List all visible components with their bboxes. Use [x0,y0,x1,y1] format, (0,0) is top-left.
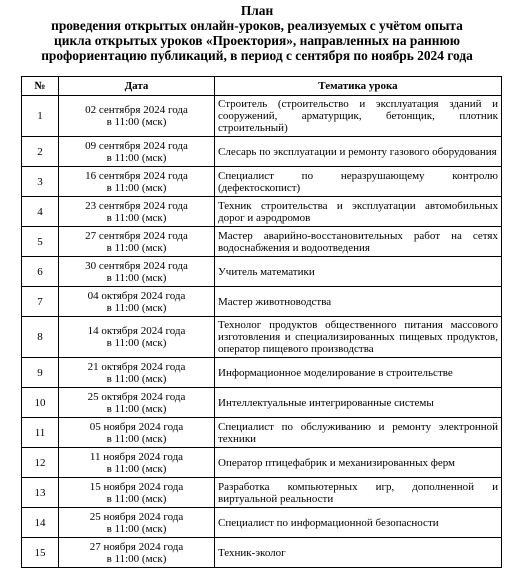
row-date-day: 02 сентября 2024 года [85,104,188,116]
lessons-plan-table [21,76,502,568]
row-date-day: 25 ноября 2024 года [89,510,184,523]
row-number: 14 [22,508,59,538]
table-row [22,478,502,508]
row-topic: Мастер животноводства [215,287,502,317]
row-date-time: в 11:00 (мск) [106,151,167,164]
row-topic: Технолог продуктов общественного питания массового изготовления и специализированных пищевых продуктов, оператор пищевого производства [215,317,502,358]
row-date-time: в 11:00 (мск) [106,552,167,565]
row-topic: Разработка компьютерных игр, дополненной и виртуальной реальности [215,478,502,508]
row-number: 5 [22,227,59,257]
table-row [22,317,502,358]
row-number: 6 [22,257,59,287]
row-topic: Оператор птицефабрик и механизированных ферм [215,448,502,478]
row-number: 9 [22,358,59,388]
table-row [22,197,502,227]
row-date-time: в 11:00 (мск) [106,372,167,385]
row-date [59,388,215,418]
table-row [22,96,502,137]
row-date [59,227,215,257]
table-row [22,448,502,478]
row-number: 8 [22,317,59,358]
row-date [59,538,215,568]
row-topic: Информационное моделирование в строительстве [215,358,502,388]
row-date-day: 04 октября 2024 года [87,289,186,302]
row-date-time: в 11:00 (мск) [106,432,167,445]
row-date [59,287,215,317]
row-number: 15 [22,538,59,568]
row-number: 1 [22,96,59,137]
row-topic: Строитель (строительство и эксплуатация зданий и сооружений, арматурщик, бетонщик, плотник строительный) [215,96,502,137]
header-topic: Тематика урока [215,77,502,96]
row-topic: Специалист по информационной безопасности [215,508,502,538]
table-header-row [22,77,502,96]
header-number: № [22,77,59,96]
row-date [59,448,215,478]
table-row [22,287,502,317]
title-line: цикла открытых уроков «Проектория», направленных на раннюю [54,33,460,48]
row-date-day: 27 сентября 2024 года [85,229,188,242]
row-date-time: в 11:00 (мск) [106,462,167,475]
row-topic: Техник-эколог [215,538,502,568]
table-row [22,167,502,197]
row-date [59,137,215,167]
row-date [59,96,215,137]
row-topic: Учитель математики [215,257,502,287]
title-line: проведения открытых онлайн-уроков, реализуемых с учётом опыта [51,18,463,33]
row-date [59,197,215,227]
row-date-day: 11 ноября 2024 года [89,450,184,463]
row-topic: Специалист по неразрушающему контролю (дефектоскопист) [215,167,502,197]
row-date-day: 30 сентября 2024 года [85,259,188,272]
row-date-day: 14 октября 2024 года [87,325,186,337]
row-date [59,358,215,388]
row-number: 11 [22,418,59,448]
row-date [59,317,215,358]
row-number: 3 [22,167,59,197]
row-date-day: 21 октября 2024 года [87,360,186,373]
row-topic: Техник строительства и эксплуатации автомобильных дорог и аэродромов [215,197,502,227]
title-line: План [240,3,274,18]
row-date-day: 15 ноября 2024 года [89,480,184,493]
row-date-time: в 11:00 (мск) [106,116,167,128]
row-date [59,418,215,448]
row-number: 4 [22,197,59,227]
row-topic: Слесарь по эксплуатации и ремонту газового оборудования [215,137,502,167]
row-date [59,257,215,287]
row-date-day: 05 ноября 2024 года [89,420,184,433]
row-date [59,508,215,538]
row-date-day: 23 сентября 2024 года [85,199,188,212]
table-row [22,538,502,568]
table-row [22,418,502,448]
row-topic: Интеллектуальные интегрированные системы [215,388,502,418]
row-number: 2 [22,137,59,167]
row-topic: Мастер аварийно-восстановительных работ на сетях водоснабжения и водоотведения [215,227,502,257]
row-date-time: в 11:00 (мск) [106,211,167,224]
row-date-day: 25 октября 2024 года [87,390,186,403]
row-date-time: в 11:00 (мск) [106,402,167,415]
row-number: 13 [22,478,59,508]
row-date-time: в 11:00 (мск) [106,522,167,535]
row-date [59,167,215,197]
row-date-time: в 11:00 (мск) [106,271,167,284]
row-date-time: в 11:00 (мск) [106,492,167,505]
table-row [22,388,502,418]
row-date-day: 16 сентября 2024 года [85,169,188,182]
row-date-time: в 11:00 (мск) [106,337,167,349]
table-row [22,358,502,388]
row-date-day: 27 ноября 2024 года [89,540,184,553]
row-number: 7 [22,287,59,317]
table-row [22,227,502,257]
row-topic: Специалист по обслуживанию и ремонту электронной техники [215,418,502,448]
table-row [22,508,502,538]
table-row [22,257,502,287]
document-title [0,3,514,63]
table-row [22,137,502,167]
row-date-time: в 11:00 (мск) [106,301,167,314]
row-date [59,478,215,508]
title-line: профориентацию публикаций, в период с сентября по ноябрь 2024 года [41,48,473,63]
row-date-time: в 11:00 (мск) [106,241,167,254]
row-date-time: в 11:00 (мск) [106,181,167,194]
row-number: 10 [22,388,59,418]
row-date-day: 09 сентября 2024 года [85,139,188,152]
row-number: 12 [22,448,59,478]
header-date: Дата [59,77,215,96]
